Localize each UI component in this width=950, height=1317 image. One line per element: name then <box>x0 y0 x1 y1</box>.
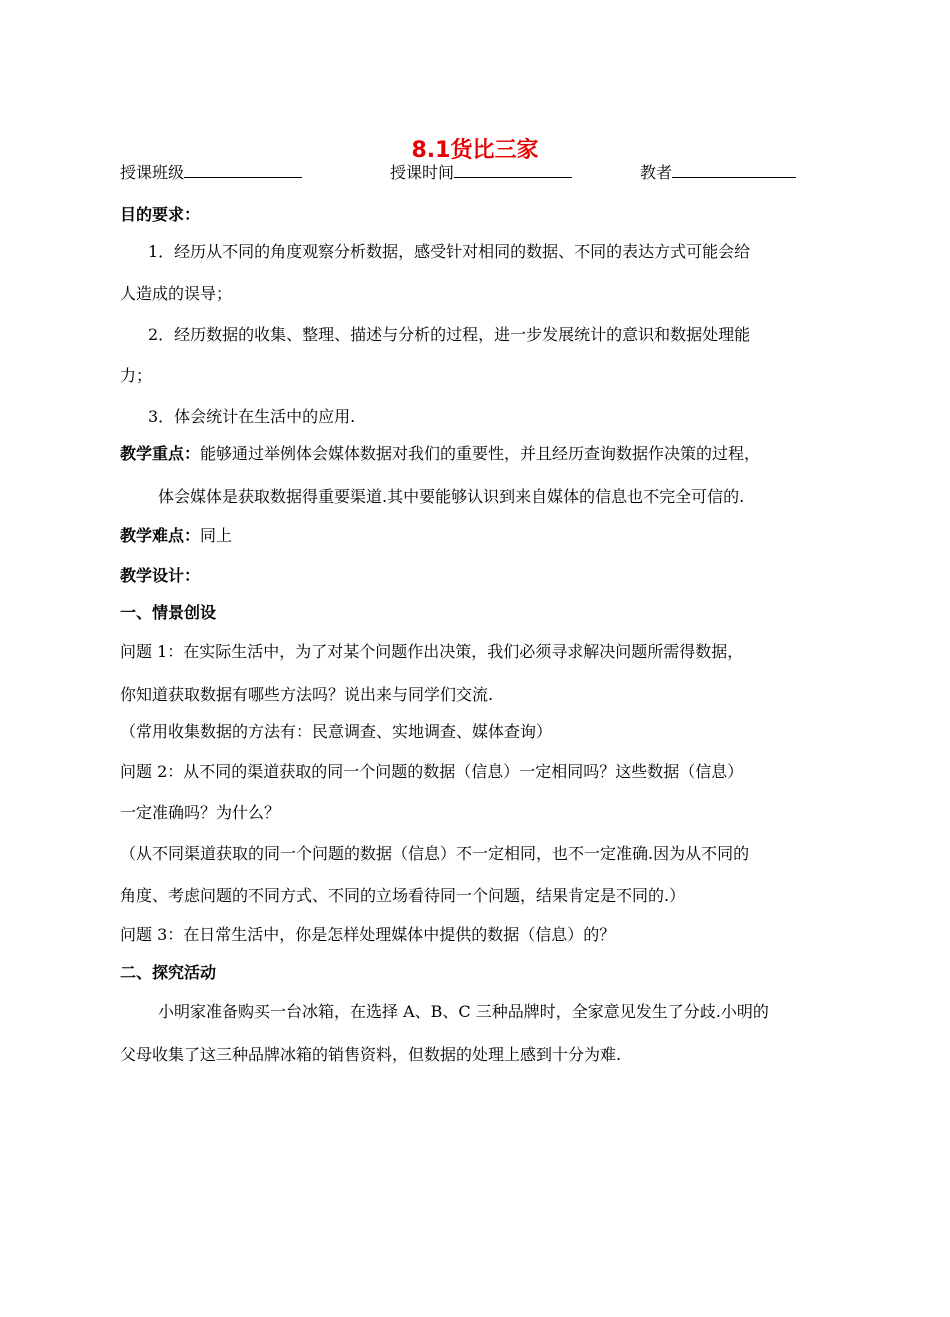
difficulty-text: 同上 <box>200 526 233 545</box>
key-points-label: 教学重点： <box>120 444 201 463</box>
section-2-heading: 二、探究活动 <box>120 963 217 982</box>
objective-1-line-2: 人造成的误导； <box>120 284 233 303</box>
teacher-label: 教者 <box>640 163 673 182</box>
question-1-line-2: 你知道获取数据有哪些方法吗？说出来与同学们交流. <box>120 685 494 704</box>
section-1-heading: 一、情景创设 <box>120 603 217 622</box>
objective-2-line-1: 2．经历数据的收集、整理、描述与分析的过程，进一步发展统计的意识和数据处理能 <box>148 325 751 344</box>
design-heading: 教学设计： <box>120 566 201 585</box>
activity-paragraph-line-1: 小明家准备购买一台冰箱，在选择 A、B、C 三种品牌时，全家意见发生了分歧.小明的 <box>158 1002 769 1021</box>
class-blank <box>184 163 302 178</box>
objectives-heading: 目的要求： <box>120 205 201 224</box>
time-label: 授课时间 <box>390 163 455 182</box>
question-3: 问题 3：在日常生活中，你是怎样处理媒体中提供的数据（信息）的？ <box>120 925 616 944</box>
key-points-text-1: 能够通过举例体会媒体数据对我们的重要性，并且经历查询数据作决策的过程， <box>200 444 761 463</box>
teacher-blank <box>672 163 796 178</box>
objective-2-line-2: 力； <box>120 366 153 385</box>
time-blank <box>454 163 572 178</box>
key-points-line-2: 体会媒体是获取数据得重要渠道.其中要能够认识到来自媒体的信息也不完全可信的. <box>158 487 745 506</box>
question-2-line-2: 一定准确吗？为什么？ <box>120 803 281 822</box>
teacher-field <box>640 163 796 183</box>
objective-1-line-1: 1．经历从不同的角度观察分析数据，感受针对相同的数据、不同的表达方式可能会给 <box>148 242 751 261</box>
difficulty-label: 教学难点： <box>120 526 201 545</box>
objective-3: 3．体会统计在生活中的应用. <box>148 407 356 426</box>
time-field <box>390 163 572 183</box>
class-label: 授课班级 <box>120 163 185 182</box>
key-points-line-1 <box>120 444 760 464</box>
answer-2-line-2: 角度、考虑问题的不同方式、不同的立场看待同一个问题，结果肯定是不同的.） <box>120 886 686 905</box>
question-1-line-1: 问题 1：在实际生活中，为了对某个问题作出决策，我们必须寻求解决问题所需得数据， <box>120 642 744 661</box>
activity-paragraph-line-2: 父母收集了这三种品牌冰箱的销售资料，但数据的处理上感到十分为难. <box>120 1045 622 1064</box>
difficulty-line <box>120 526 232 546</box>
question-2-line-1: 问题 2：从不同的渠道获取的同一个问题的数据（信息）一定相同吗？这些数据（信息） <box>120 762 744 781</box>
answer-2-line-1: （从不同渠道获取的同一个问题的数据（信息）不一定相同，也不一定准确.因为从不同的 <box>120 844 750 863</box>
document-title: 8.1货比三家 <box>411 138 539 163</box>
class-field <box>120 163 302 183</box>
answer-1: （常用收集数据的方法有：民意调查、实地调查、媒体查询） <box>120 722 553 741</box>
